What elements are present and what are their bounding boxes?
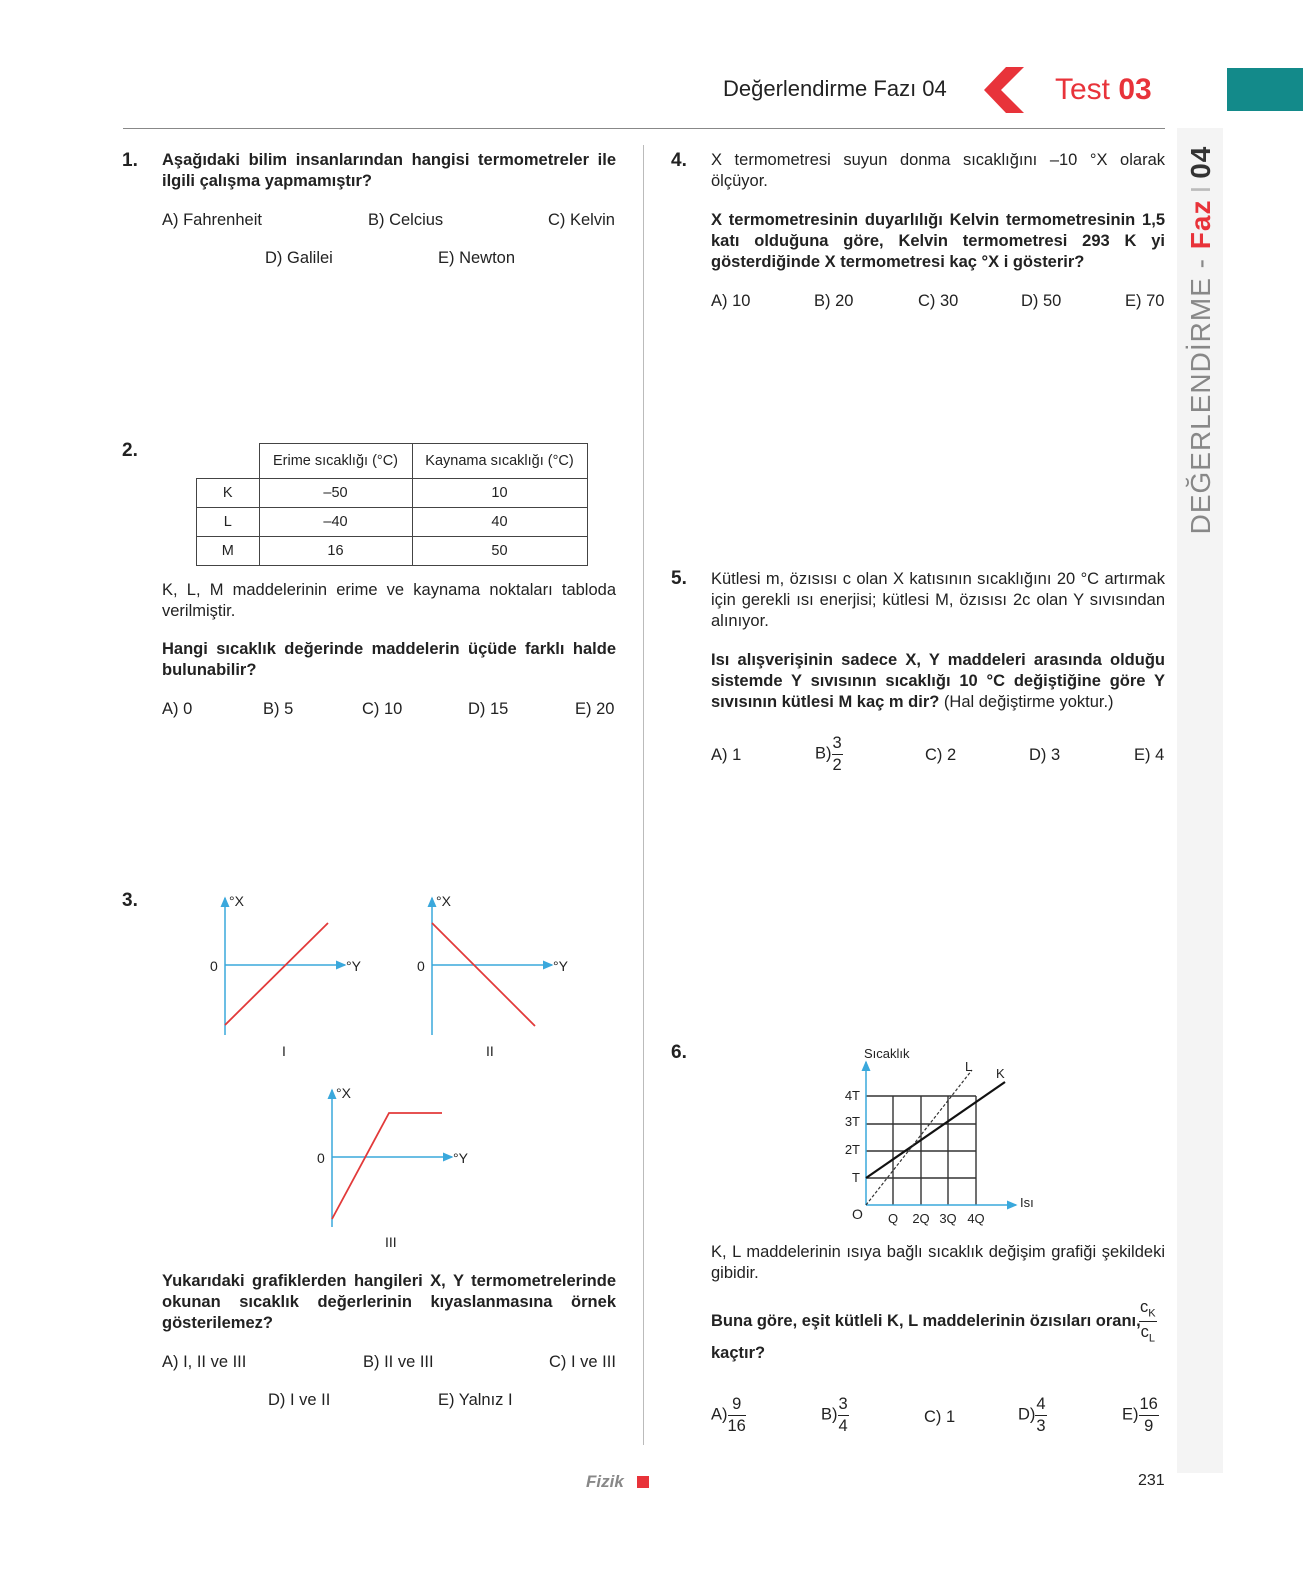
table-header: Erime sıcaklığı (°C): [259, 444, 412, 479]
q4-question: X termometresinin duyarlılığı Kelvin termometresinin 1,5 katı olduğuna göre, Kelvin termometresi 293 K yi gösterdiğinde X termometresi kaç °X i gösterir?: [711, 211, 1165, 271]
table-cell: –40: [259, 507, 412, 536]
q2-question: Hangi sıcaklık değerinde maddelerin üçüde farklı halde bulunabilir?: [162, 640, 616, 679]
table-header-empty: [197, 444, 260, 479]
q2-text: K, L, M maddelerinin erime ve kaynama noktaları tabloda verilmiştir.: [162, 581, 616, 620]
q3-graph-3: [312, 1082, 492, 1232]
graph-line: [332, 1113, 442, 1219]
q2-table: [196, 443, 588, 566]
table-row: [197, 478, 588, 507]
header-rule: [123, 128, 1165, 129]
teal-tab: [1227, 68, 1303, 111]
q1-number: 1.: [122, 150, 138, 171]
table-cell: M: [197, 536, 260, 565]
origin-label: 0: [317, 1150, 325, 1166]
q6-question-end: kaçtır?: [711, 1344, 766, 1362]
fraction: $\frac{3}{4}$: [838, 1395, 848, 1435]
graph-line: [432, 923, 535, 1026]
graph-3-name: III: [385, 1234, 397, 1250]
q3-option-b[interactable]: B) II ve III: [363, 1353, 434, 1371]
origin-label: 0: [210, 958, 218, 974]
q6-text: K, L maddelerinin ısıya bağlı sıcaklık değişim grafiği şekildeki gibidir.: [711, 1243, 1165, 1282]
footer-subject: Fizik: [586, 1472, 624, 1491]
q5-text: Kütlesi m, özısısı c olan X katısının sıcaklığını 20 °C artırmak için gerekli ısı enerjisi; kütlesi M, özısısı 2c olan Y sıvısından alınıyor.: [711, 570, 1165, 630]
q1-option-b[interactable]: B) Celcius: [368, 211, 444, 229]
q3-option-c[interactable]: C) I ve III: [549, 1353, 616, 1371]
q1-option-e[interactable]: E) Newton: [438, 249, 516, 267]
y-tick: 2T: [844, 1142, 860, 1157]
q1-option-a[interactable]: A) Fahrenheit: [162, 211, 262, 229]
table-row: [197, 507, 588, 536]
x-tick: Q: [887, 1211, 899, 1226]
table-cell: 16: [259, 536, 412, 565]
q5-option-e[interactable]: E) 4: [1134, 746, 1165, 764]
table-cell: 10: [412, 478, 587, 507]
q4-option-b[interactable]: B) 20: [814, 292, 854, 310]
fraction: $\frac{9}{16}$: [727, 1395, 746, 1435]
origin-label: 0: [417, 958, 425, 974]
x-axis-label: Isı: [1020, 1195, 1034, 1210]
chevron-left-icon: [984, 67, 1028, 113]
faz-logo: Faz: [1185, 199, 1216, 250]
y-axis-label: °X: [336, 1085, 351, 1101]
q5-option-a[interactable]: A) 1: [711, 746, 742, 764]
side-tab-text: DEĞERLENDİRME - FazI04: [1185, 145, 1216, 535]
q2-option-d[interactable]: D) 15: [468, 700, 509, 718]
fraction: $\frac{3}{2}$: [832, 734, 842, 774]
y-tick: 4T: [844, 1088, 860, 1103]
q4-number: 4.: [671, 150, 687, 171]
q6-ratio: $\frac{c_K}{c_L}$: [1140, 1298, 1156, 1345]
q2-option-b[interactable]: B) 5: [263, 700, 294, 718]
section-title: Değerlendirme Fazı 04: [723, 76, 947, 101]
q5-option-b[interactable]: B) $\frac{3}{2}$: [815, 734, 842, 774]
q3-option-a[interactable]: A) I, II ve III: [162, 1353, 247, 1371]
table-cell: L: [197, 507, 260, 536]
q5-option-d[interactable]: D) 3: [1029, 746, 1061, 764]
q4-option-c[interactable]: C) 30: [918, 292, 959, 310]
q6-number: 6.: [671, 1042, 687, 1063]
q2-option-e[interactable]: E) 20: [575, 700, 615, 718]
fraction: $\frac{16}{9}$: [1139, 1395, 1158, 1435]
line-l: [866, 1070, 972, 1205]
q6-option-c[interactable]: C) 1: [924, 1408, 956, 1426]
q5-question-block: [711, 650, 1165, 713]
line-l-label: L: [965, 1059, 973, 1074]
x-axis-label: °Y: [553, 958, 568, 974]
q3-option-e[interactable]: E) Yalnız I: [438, 1391, 513, 1409]
q2-option-a[interactable]: A) 0: [162, 700, 193, 718]
x-axis-label: °Y: [453, 1150, 468, 1166]
y-tick: T: [852, 1170, 860, 1185]
y-axis-label: Sıcaklık: [864, 1046, 910, 1061]
table-cell: –50: [259, 478, 412, 507]
q5-question: Isı alışverişinin sadece X, Y maddeleri arasında olduğu sistemde Y sıvısının sıcaklığı 10 °C değiştiğine göre Y sıvısının kütlesi M kaç m dir?: [711, 651, 1165, 711]
table-cell: 40: [412, 507, 587, 536]
graph-2-name: II: [486, 1043, 494, 1059]
q2-option-c[interactable]: C) 10: [362, 700, 403, 718]
page-number: 231: [1138, 1472, 1165, 1489]
q6-graph: [838, 1040, 1068, 1230]
q3-question: Yukarıdaki grafiklerden hangileri X, Y termometrelerinde okunan sıcaklık değerlerinin kıyaslanmasına örnek gösterilemez?: [162, 1272, 616, 1332]
test-label: Test 03: [1055, 73, 1152, 106]
line-k-label: K: [996, 1066, 1005, 1081]
x-tick: 4Q: [967, 1211, 985, 1226]
graph-1-name: I: [282, 1043, 286, 1059]
q4-option-e[interactable]: E) 70: [1125, 292, 1165, 310]
q4-option-a[interactable]: A) 10: [711, 292, 751, 310]
y-tick: 3T: [844, 1114, 860, 1129]
q6-option-d[interactable]: D) $\frac{4}{3}$: [1018, 1395, 1046, 1435]
q5-question-note: (Hal değiştirme yoktur.): [943, 693, 1114, 711]
column-divider: [643, 145, 644, 1445]
table-row: [197, 536, 588, 565]
table-cell: 50: [412, 536, 587, 565]
y-axis-label: °X: [229, 893, 244, 909]
y-axis-label: °X: [436, 893, 451, 909]
footer-square-icon: [637, 1476, 649, 1488]
q6-option-b[interactable]: B) $\frac{3}{4}$: [821, 1395, 848, 1435]
origin-label: O: [852, 1206, 863, 1222]
q6-option-e[interactable]: E) $\frac{16}{9}$: [1122, 1395, 1158, 1435]
graph-line: [225, 923, 328, 1025]
table-cell: K: [197, 478, 260, 507]
x-axis-label: °Y: [346, 958, 361, 974]
q3-graph-1: [205, 890, 375, 1040]
x-tick: 2Q: [912, 1211, 930, 1226]
q1-text: Aşağıdaki bilim insanlarından hangisi termometreler ile ilgili çalışma yapmamıştır?: [162, 151, 616, 190]
q1-option-c[interactable]: C) Kelvin: [548, 211, 615, 229]
q1-option-d[interactable]: D) Galilei: [265, 249, 333, 267]
fraction: $\frac{4}{3}$: [1036, 1395, 1046, 1435]
q4-option-d[interactable]: D) 50: [1021, 292, 1062, 310]
q3-number: 3.: [122, 890, 138, 911]
q6-option-a[interactable]: A) $\frac{9}{16}$: [711, 1395, 746, 1435]
x-tick: 3Q: [939, 1211, 957, 1226]
q3-option-d[interactable]: D) I ve II: [268, 1391, 331, 1409]
q6-question-start: Buna göre, eşit kütleli K, L maddelerinin özısıları oranı,: [711, 1312, 1141, 1330]
q5-number: 5.: [671, 568, 687, 589]
q5-option-c[interactable]: C) 2: [925, 746, 957, 764]
table-header: Kaynama sıcaklığı (°C): [412, 444, 587, 479]
q2-number: 2.: [122, 440, 138, 461]
q3-graph-2: [412, 890, 592, 1040]
q4-text: X termometresi suyun donma sıcaklığını –10 °X olarak ölçüyor.: [711, 151, 1165, 190]
